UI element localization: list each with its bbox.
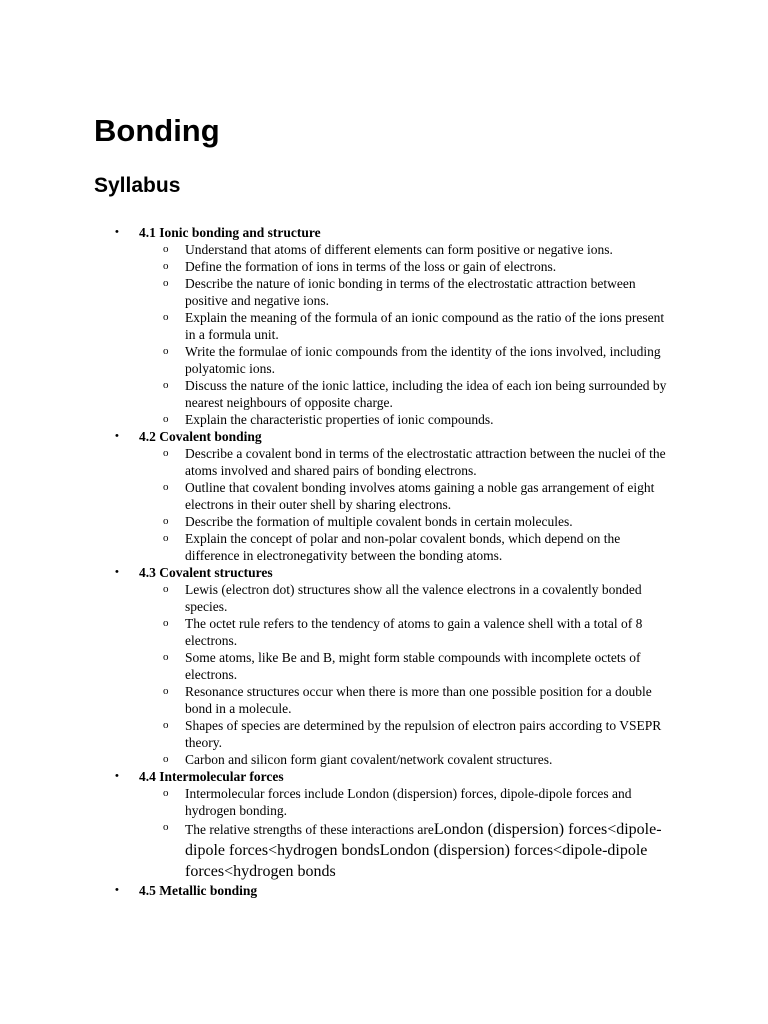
bullet-icon: • bbox=[115, 566, 119, 578]
list-item: o The octet rule refers to the tendency of atoms to gain a valence shell with a total of 8 electrons. bbox=[163, 616, 643, 648]
circle-bullet-icon: o bbox=[163, 617, 169, 629]
circle-bullet-icon: o bbox=[163, 719, 169, 731]
inline-math-text: London (dispersion) forces<dipole-dipole forces<hydrogen bondsLondon (dispersion) forces<dipole-dipole forces<hydrogen bonds bbox=[185, 821, 662, 880]
list-item: o Discuss the nature of the ionic lattice, including the idea of each ion being surrounded by nearest neighbours of opposite charge. bbox=[163, 378, 667, 410]
circle-bullet-icon: o bbox=[163, 515, 169, 527]
circle-bullet-icon: o bbox=[163, 651, 169, 663]
circle-bullet-icon: o bbox=[163, 413, 169, 425]
circle-bullet-icon: o bbox=[163, 277, 169, 289]
bullet-icon: • bbox=[115, 770, 119, 782]
circle-bullet-icon: o bbox=[163, 260, 169, 272]
circle-bullet-icon: o bbox=[163, 685, 169, 697]
list-item: o Intermolecular forces include London (dispersion) forces, dipole-dipole forces and hydrogen bonding. bbox=[163, 786, 632, 818]
section-metallic-bonding bbox=[94, 882, 694, 899]
list-item: o Carbon and silicon form giant covalent/network covalent structures. bbox=[163, 752, 553, 767]
section-intermolecular-forces bbox=[94, 768, 694, 882]
list-item: o Shapes of species are determined by the repulsion of electron pairs according to VSEPR theory. bbox=[163, 718, 662, 750]
list-item bbox=[94, 819, 675, 882]
section-covalent-structures bbox=[94, 564, 694, 768]
list-item: o Explain the characteristic properties of ionic compounds. bbox=[163, 412, 494, 427]
bullet-icon: • bbox=[115, 430, 119, 442]
list-item: o Describe the nature of ionic bonding in terms of the electrostatic attraction between positive and negative ions. bbox=[163, 276, 636, 308]
page-subtitle: Syllabus bbox=[94, 174, 181, 197]
list-item: o Explain the meaning of the formula of an ionic compound as the ratio of the ions present in a formula unit. bbox=[163, 310, 665, 342]
list-item: o Describe a covalent bond in terms of the electrostatic attraction between the nuclei of the atoms involved and shared pairs of bonding electrons. bbox=[163, 446, 666, 478]
bullet-icon: • bbox=[115, 884, 119, 896]
section-ionic-bonding bbox=[94, 224, 694, 428]
circle-bullet-icon: o bbox=[163, 753, 169, 765]
item-text: The relative strengths of these interactions are bbox=[185, 822, 434, 837]
list-item: o Lewis (electron dot) structures show all the valence electrons in a covalently bonded species. bbox=[163, 582, 642, 614]
section-heading: 4.3 Covalent structures bbox=[139, 565, 273, 580]
list-item: o Resonance structures occur when there is more than one possible position for a double bond in a molecule. bbox=[163, 684, 652, 716]
list-item: o Write the formulae of ionic compounds from the identity of the ions involved, including polyatomic ions. bbox=[163, 344, 661, 376]
circle-bullet-icon: o bbox=[163, 345, 169, 357]
list-item: o Define the formation of ions in terms of the loss or gain of electrons. bbox=[163, 259, 557, 274]
circle-bullet-icon: o bbox=[163, 532, 169, 544]
circle-bullet-icon: o bbox=[163, 311, 169, 323]
list-item: o Outline that covalent bonding involves atoms gaining a noble gas arrangement of eight electrons in their outer shell by sharing electrons. bbox=[163, 480, 655, 512]
circle-bullet-icon: o bbox=[163, 379, 169, 391]
section-heading: 4.2 Covalent bonding bbox=[139, 429, 262, 444]
syllabus-list bbox=[94, 224, 694, 899]
bullet-icon: • bbox=[115, 226, 119, 238]
page-title: Bonding bbox=[94, 113, 220, 148]
circle-bullet-icon: o bbox=[163, 243, 169, 255]
list-item: o Some atoms, like Be and B, might form stable compounds with incomplete octets of electrons. bbox=[163, 650, 641, 682]
section-heading: 4.4 Intermolecular forces bbox=[139, 769, 284, 784]
section-heading: 4.1 Ionic bonding and structure bbox=[139, 225, 321, 240]
list-item: o Explain the concept of polar and non-polar covalent bonds, which depend on the difference in electronegativity between the bonding atoms. bbox=[163, 531, 621, 563]
circle-bullet-icon: o bbox=[163, 481, 169, 493]
section-covalent-bonding bbox=[94, 428, 694, 564]
list-item: o Describe the formation of multiple covalent bonds in certain molecules. bbox=[163, 514, 573, 529]
section-heading: 4.5 Metallic bonding bbox=[139, 883, 258, 898]
circle-bullet-icon: o bbox=[163, 583, 169, 595]
circle-bullet-icon: o bbox=[163, 821, 169, 833]
list-item: o Understand that atoms of different elements can form positive or negative ions. bbox=[163, 242, 613, 257]
circle-bullet-icon: o bbox=[163, 787, 169, 799]
circle-bullet-icon: o bbox=[163, 447, 169, 459]
